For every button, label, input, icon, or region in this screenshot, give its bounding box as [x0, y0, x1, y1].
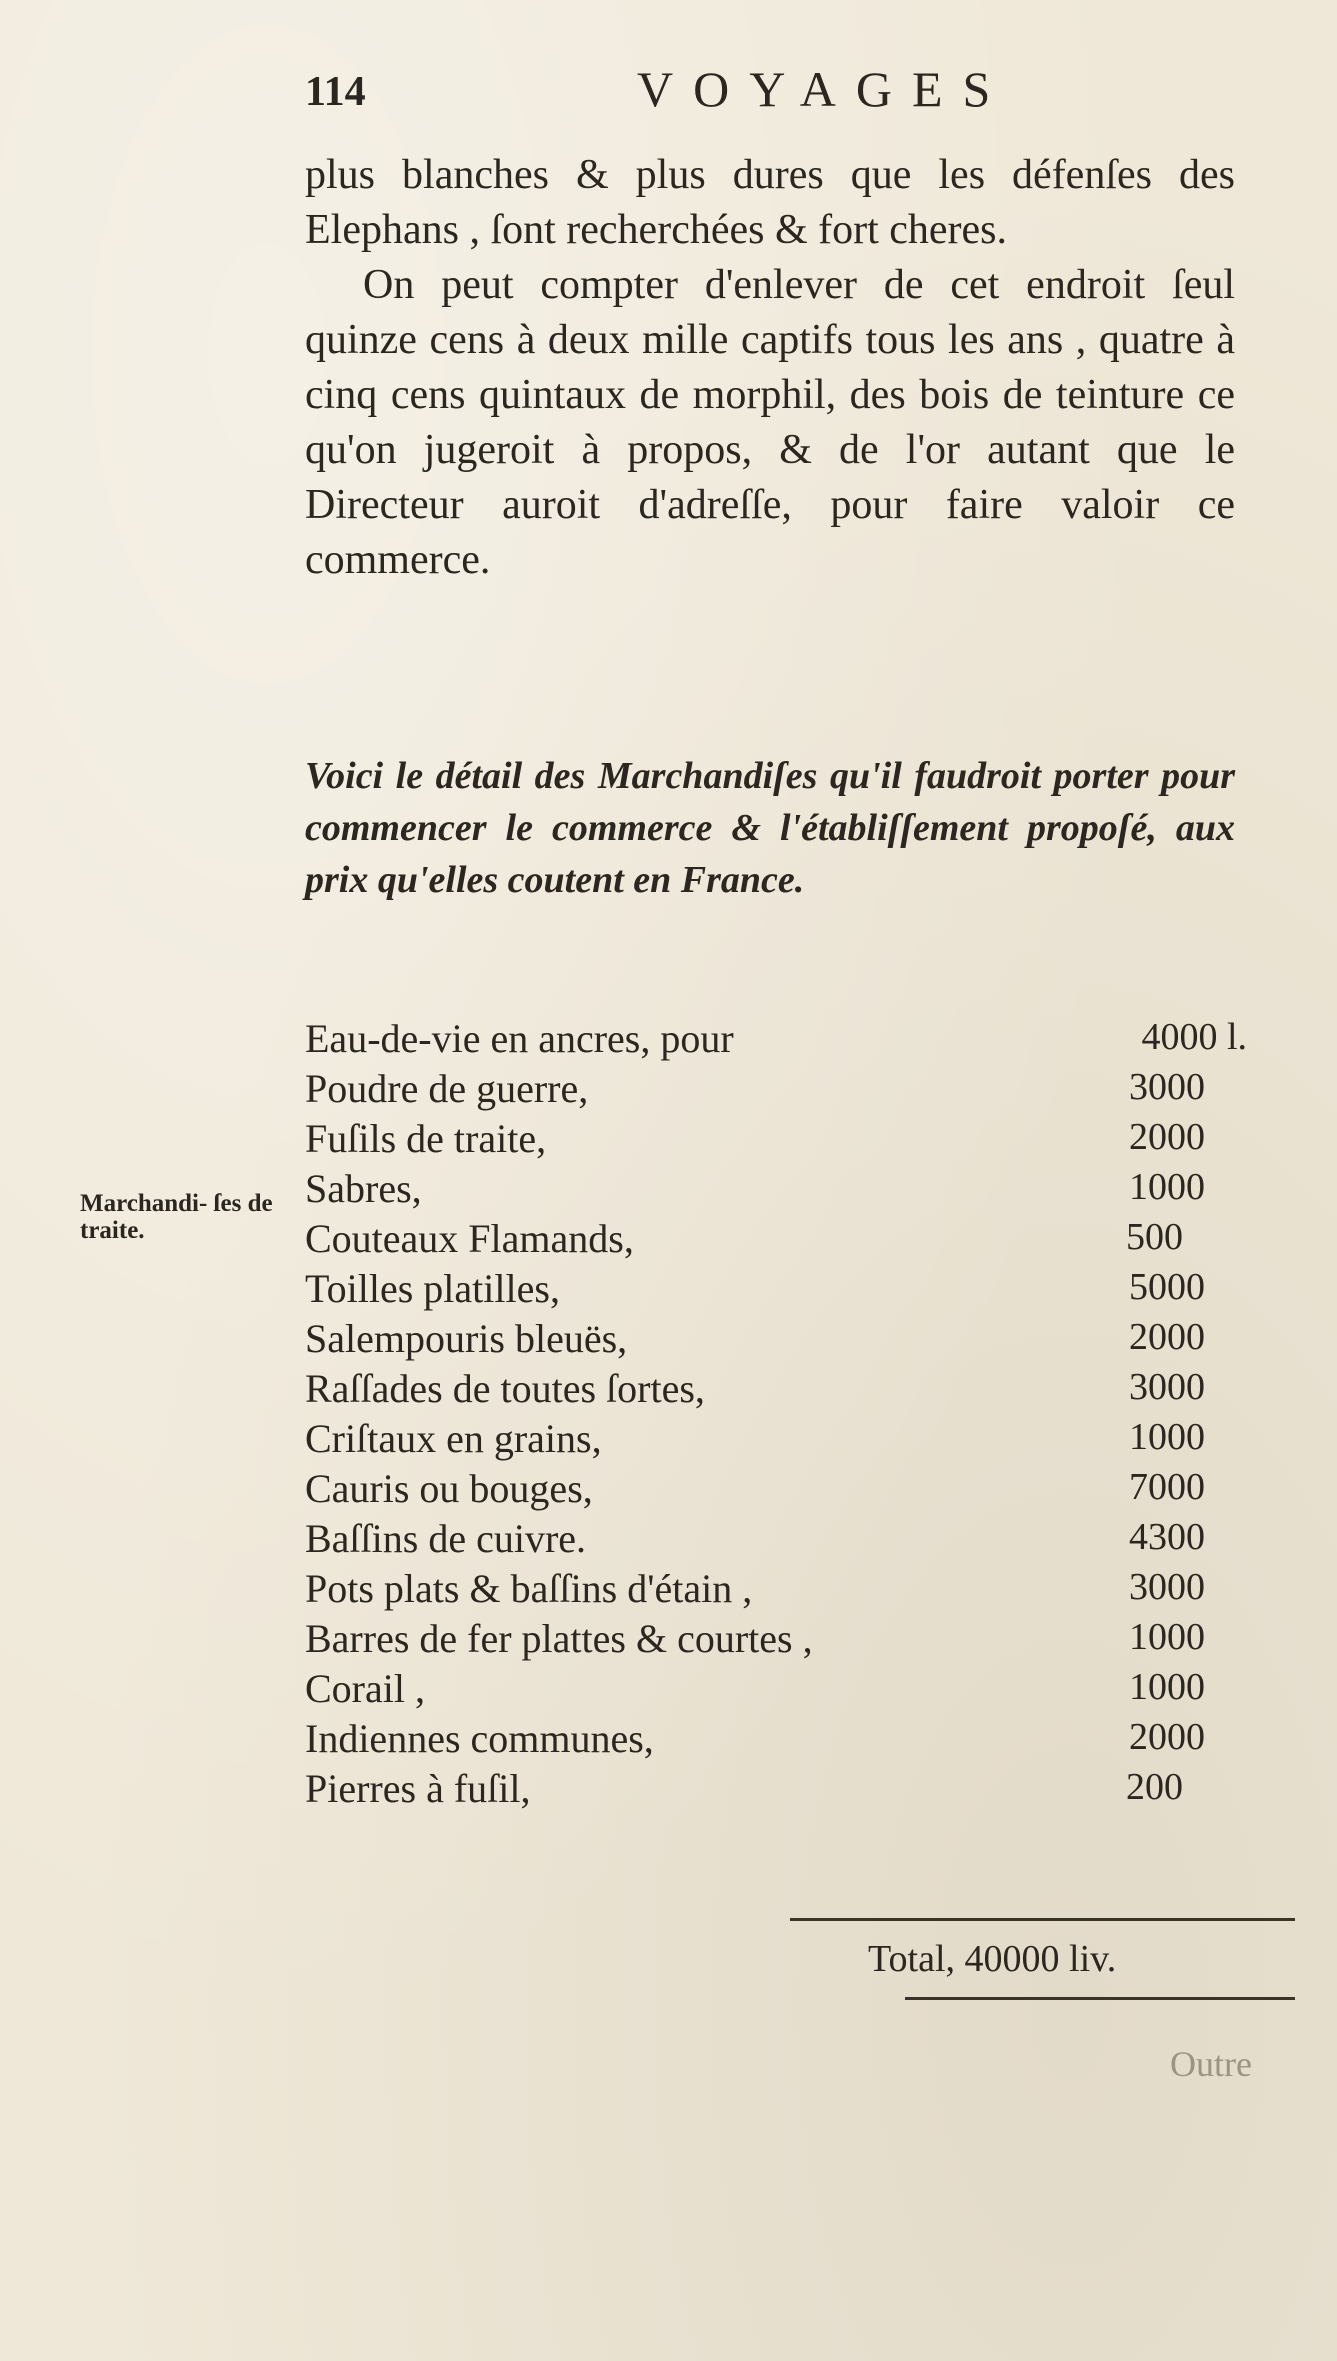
item-value: 4000 l. [1141, 1016, 1247, 1058]
item-label: Barres de fer plattes & courtes , [305, 1616, 813, 1661]
list-item [305, 1565, 1265, 1611]
paragraph-2: On peut compter d'enlever de cet endroit ſeul quinze cens à deux mille captifs tous les ans , quatre à cinq cens quintaux de morphil, des bois de teinture ce qu'on jugeroit à propos, & de l'or autant que le Directeur auroit d'adreſſe, pour faire valoir ce commerce. [305, 262, 1235, 583]
item-value: 7000 [1129, 1466, 1205, 1508]
item-value: 3000 [1129, 1366, 1205, 1408]
item-label: Salempouris bleuës, [305, 1316, 628, 1361]
body-text [305, 148, 1235, 588]
item-value: 500 [1126, 1216, 1183, 1258]
merchandise-heading: Voici le détail des Marchandiſes qu'il faudroit porter pour commencer le commerce & l'établiſſement propoſé, aux prix qu'elles coutent en France. [305, 755, 1235, 901]
item-label: Indiennes communes, [305, 1716, 654, 1761]
list-item [305, 1015, 1265, 1061]
running-title: VOYAGES [637, 61, 1011, 117]
item-value: 2000 [1129, 1716, 1205, 1758]
page-header [305, 58, 1055, 118]
list-item [305, 1465, 1265, 1511]
list-item [305, 1715, 1265, 1761]
item-value: 2000 [1129, 1316, 1205, 1358]
total-line: Total, 40000 liv. [868, 1938, 1117, 1980]
divider-rule [905, 1997, 1295, 2000]
list-item [305, 1215, 1265, 1261]
item-label: Cauris ou bouges, [305, 1466, 593, 1511]
item-label: Fuſils de traite, [305, 1116, 547, 1161]
item-value: 4300 [1129, 1516, 1205, 1558]
margin-note: Marchandi- ſes de traite. [80, 1190, 273, 1244]
list-item [305, 1515, 1265, 1561]
item-label: Pots plats & baſſins d'étain , [305, 1566, 753, 1611]
list-item [305, 1115, 1265, 1161]
item-value: 5000 [1129, 1266, 1205, 1308]
list-item [305, 1315, 1265, 1361]
list-item [305, 1365, 1265, 1411]
list-item [305, 1065, 1265, 1111]
list-item [305, 1665, 1265, 1711]
item-value: 3000 [1129, 1066, 1205, 1108]
item-label: Pierres à fuſil, [305, 1766, 531, 1811]
item-value: 1000 [1129, 1166, 1205, 1208]
item-value: 1000 [1129, 1666, 1205, 1708]
item-label: Couteaux Flamands, [305, 1216, 634, 1261]
item-label: Raſſades de toutes ſortes, [305, 1366, 705, 1411]
divider-rule [790, 1918, 1295, 1921]
item-label: Criſtaux en grains, [305, 1416, 602, 1461]
item-value: 200 [1126, 1766, 1183, 1808]
item-value: 1000 [1129, 1616, 1205, 1658]
list-item [305, 1165, 1265, 1211]
item-value: 2000 [1129, 1116, 1205, 1158]
item-label: Poudre de guerre, [305, 1066, 589, 1111]
item-label: Corail , [305, 1666, 425, 1711]
item-label: Sabres, [305, 1166, 422, 1211]
item-label: Toilles platilles, [305, 1266, 560, 1311]
list-item [305, 1415, 1265, 1461]
item-value: 3000 [1129, 1566, 1205, 1608]
paragraph-1: plus blanches & plus dures que les défenſes des Elephans , ſont recherchées & fort cheres. [305, 152, 1235, 253]
list-item [305, 1615, 1265, 1661]
page-number: 114 [305, 69, 366, 115]
list-item [305, 1265, 1265, 1311]
item-label: Baſſins de cuivre. [305, 1516, 587, 1561]
item-label: Eau-de-vie en ancres, pour [305, 1016, 734, 1061]
list-item [305, 1765, 1265, 1811]
catchword: Outre [1170, 2044, 1252, 2084]
item-value: 1000 [1129, 1416, 1205, 1458]
